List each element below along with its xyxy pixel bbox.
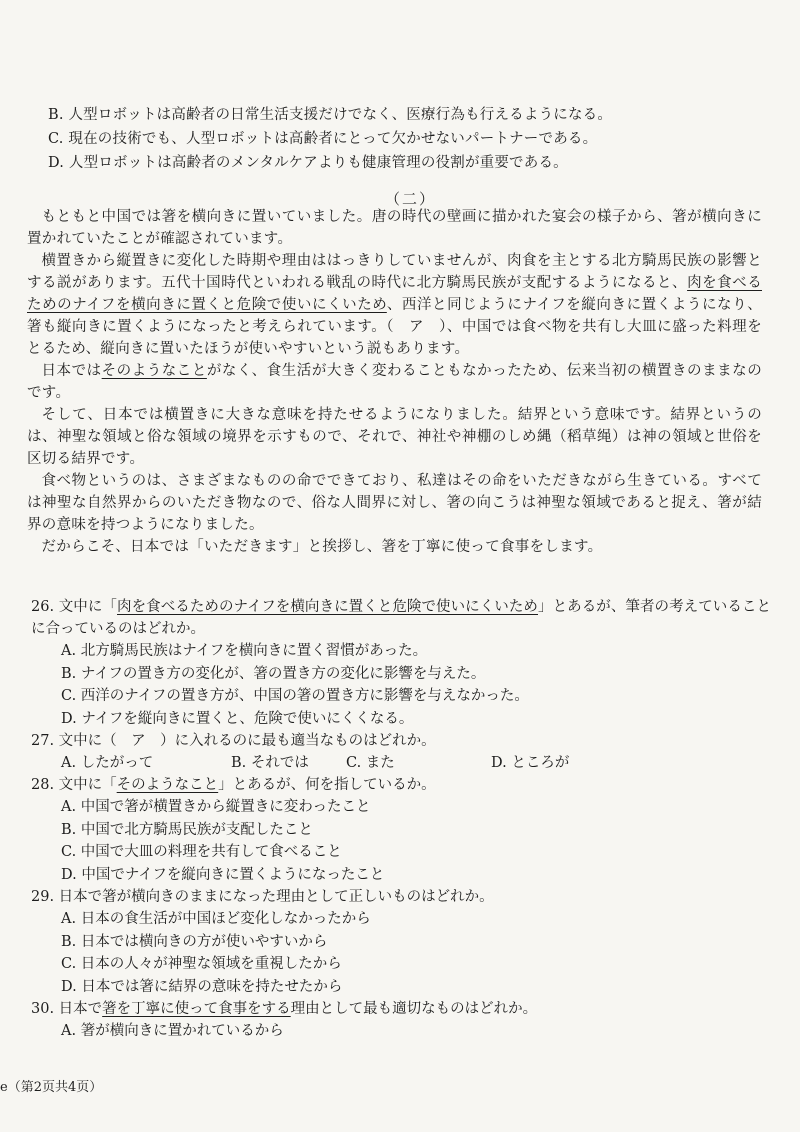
- option-b: B. 中国で北方騎馬民族が支配したこと: [61, 821, 313, 838]
- option-d: D. 中国でナイフを縦向きに置くようになったこと: [61, 866, 385, 883]
- option-a: A. 中国で箸が横置きから縦置きに変わったこと: [61, 799, 371, 815]
- option-d: D. 日本では箸に結界の意味を持たせたから: [61, 978, 343, 995]
- option-a: A. 北方騎馬民族はナイフを横向きに置く習慣があった。: [61, 643, 428, 659]
- paragraph-3: 日本ではそのようなことがなく、食生活が大きく変わることもなかったため、伝来当初の横置きのままなのです。: [27, 363, 762, 401]
- question-stem: 26. 文中に「肉を食べるためのナイフを横向きに置くと危険で使いにくいため」とあるが、筆者の考えていることに合っているのはどれか。: [31, 599, 771, 637]
- page-footer: e（第2页共4页）: [0, 1080, 103, 1095]
- question-stem: 27. 文中に（ ア ）に入れるのに最も適当なものはどれか。: [31, 733, 436, 749]
- paragraph-1: もともと中国では箸を横向きに置いていました。唐の時代の壁画に描かれた宴会の様子から、箸が横向きに置かれていたことが確認されています。: [27, 209, 762, 247]
- option-b: B. それでは: [231, 755, 309, 771]
- option-b: B. ナイフの置き方の変化が、箸の置き方の変化に影響を与えた。: [61, 665, 486, 682]
- option-c: C. 西洋のナイフの置き方が、中国の箸の置き方に影響を与えなかった。: [61, 688, 529, 704]
- option-b-top: B. 人型ロボットは高齢者の日常生活支援だけでなく、医療行為も行えるようになる。: [48, 107, 613, 123]
- paragraph-6: だからこそ、日本では「いただきます」と挨拶し、箸を丁寧に使って食事をします。: [41, 539, 603, 555]
- section-title: （二）: [385, 190, 437, 208]
- option-c: C. 日本の人々が神聖な領域を重視したから: [61, 956, 342, 972]
- paragraph-2: 横置きから縦置きに変化した時期や理由ははっきりしていませんが、肉食を主とする北方騎馬民族の影響とする説があります。五代十国時代といわれる戦乱の時代に北方騎馬民族が支配するようになると、肉を食べるためのナイフを横向きに置くと危険で使いにくいため、西洋と同じようにナイフを縦向きに置くようになり、箸も縦向きに置くようになったと考えられています。（ ア ）、中国では食べ物を共有し大皿に盛った料理をとるため、縦向きに置いたほうが使いやすいという説もあります。: [27, 253, 762, 357]
- option-a: A. 日本の食生活が中国ほど変化しなかったから: [61, 911, 371, 927]
- option-a: A. 箸が横向きに置かれているから: [61, 1023, 284, 1039]
- question-30: [31, 998, 771, 1043]
- option-c: C. 中国で大皿の料理を共有して食べること: [61, 844, 342, 860]
- option-c-top: C. 現在の技術でも、人型ロボットは高齢者にとって欠かせないパートナーである。: [48, 131, 598, 147]
- option-a: A. したがって: [61, 755, 154, 771]
- option-row: [31, 752, 771, 774]
- underlined-phrase-knife: 肉を食べるためのナイフを横向きに置くと危険で使いにくいため: [27, 275, 762, 313]
- reading-passage: [27, 206, 762, 558]
- paragraph-5: 食べ物というのは、さまざまなものの命でできており、私達はその命をいただきながら生きている。すべては神聖な自然界からのいただき物なので、俗な人間界に対し、箸の向こうは神聖な領域であると捉え、箸が結界の意味を持つようになりました。: [27, 473, 762, 533]
- question-28: [31, 774, 771, 886]
- question-stem: 29. 日本で箸が横向きのままになった理由として正しいものはどれか。: [31, 889, 494, 905]
- question-27: [31, 730, 771, 774]
- question-stem: 28. 文中に「そのようなこと」とあるが、何を指しているか。: [31, 777, 436, 793]
- option-d: D. ところが: [491, 755, 570, 771]
- option-c: C. また: [346, 755, 395, 771]
- question-26: [31, 596, 771, 730]
- underlined-phrase-sonoyou: そのようなこと: [101, 363, 207, 379]
- paragraph-4: そして、日本では横置きに大きな意味を持たせるようになりました。結界という意味です。結界というのは、神聖な領域と俗な領域の境界を示すもので、それで、神社や神棚のしめ縄（稻草绳）は神の領域と世俗を区切る結界です。: [27, 407, 762, 467]
- question-stem: 30. 日本で箸を丁寧に使って食事をする理由として最も適切なものはどれか。: [31, 1001, 538, 1017]
- option-b: B. 日本では横向きの方が使いやすいから: [61, 933, 328, 950]
- option-d-top: D. 人型ロボットは高齢者のメンタルケアよりも健康管理の役割が重要である。: [48, 155, 568, 171]
- question-list: [31, 596, 771, 1043]
- option-d: D. ナイフを縦向きに置くと、危険で使いにくくなる。: [61, 710, 414, 727]
- question-29: [31, 886, 771, 998]
